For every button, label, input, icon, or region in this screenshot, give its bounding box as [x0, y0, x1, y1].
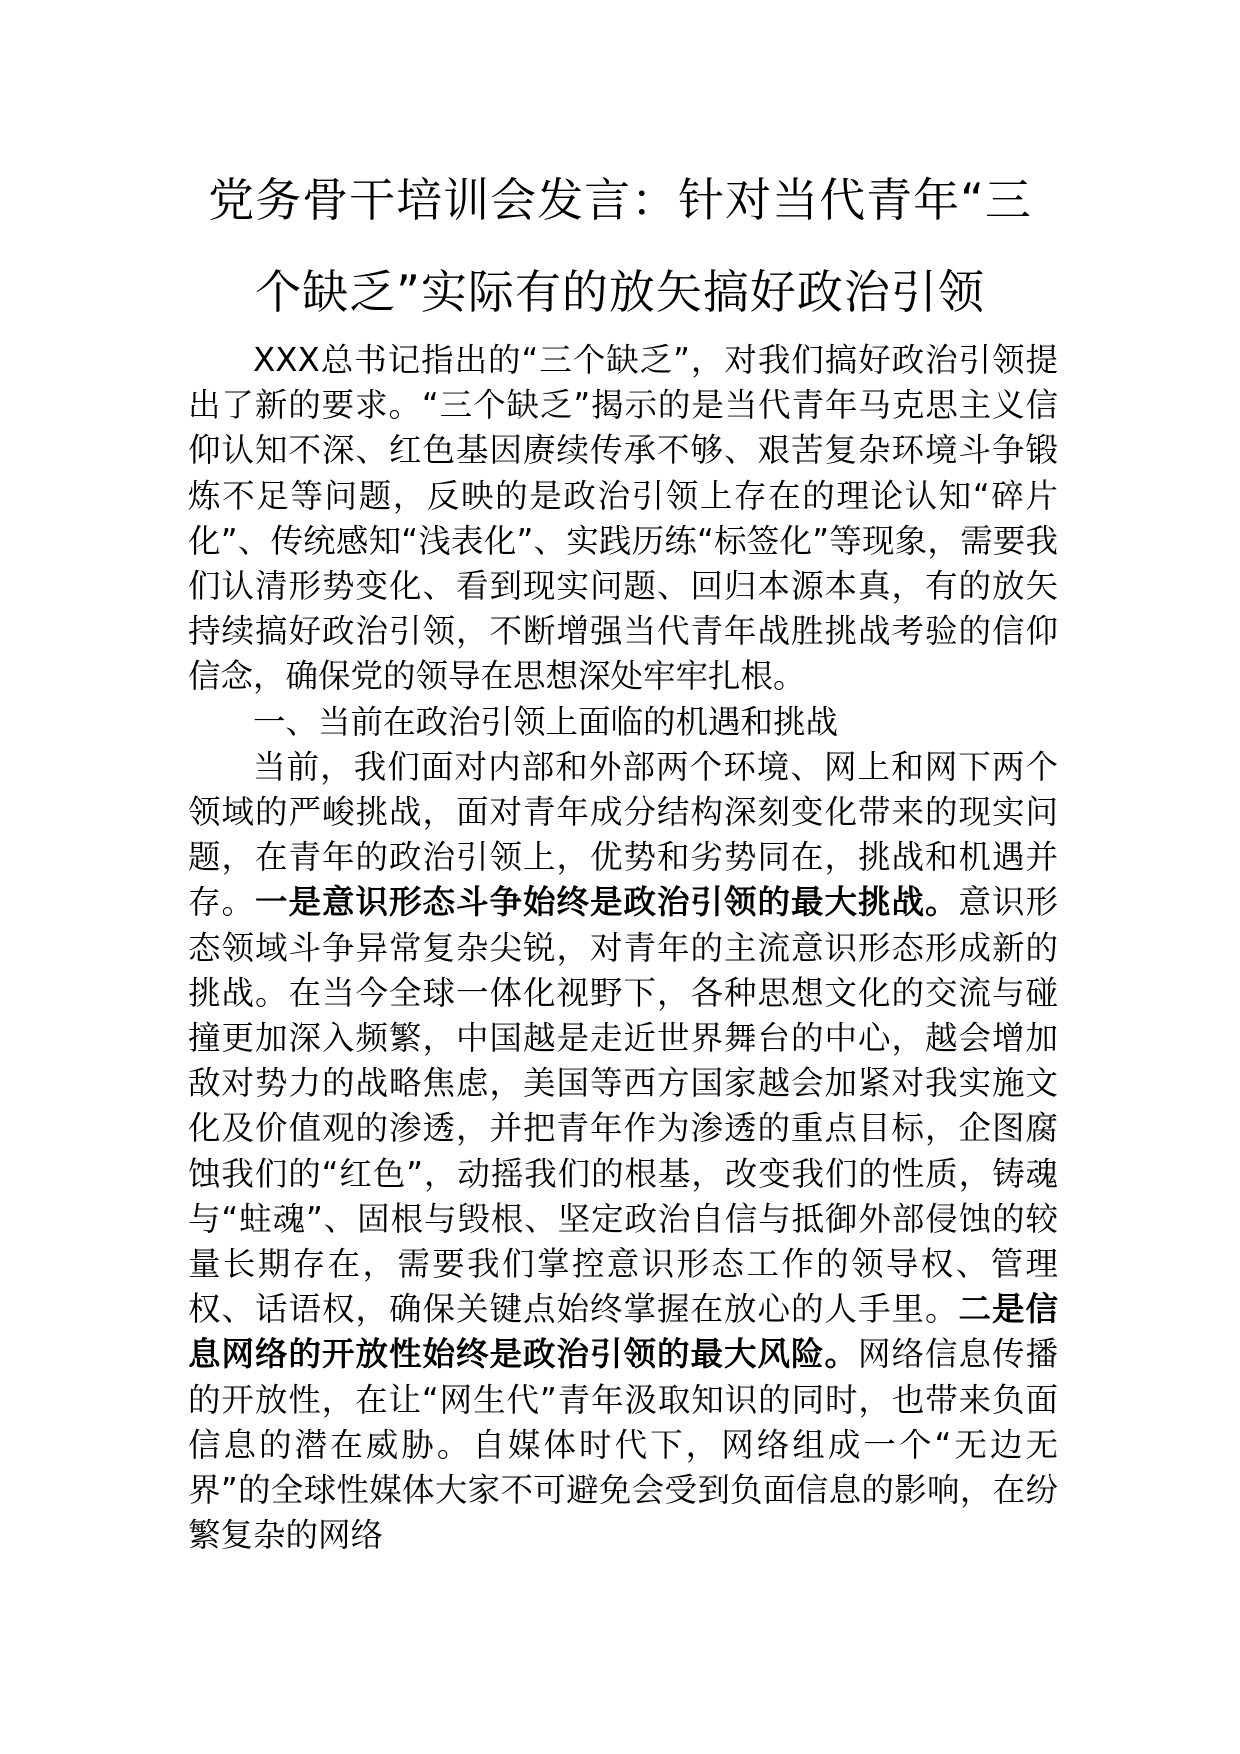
bold-point-1: 一是意识形态斗争始终是政治引领的最大挑战。 [255, 883, 959, 922]
paragraph-challenges [188, 745, 1058, 1559]
document-title [180, 154, 1060, 338]
paragraph-intro: XXX总书记指出的“三个缺乏”，对我们搞好政治引领提出了新的要求。“三个缺乏”揭示的是当代青年马克思主义信仰认知不深、红色基因赓续传承不够、艰苦复杂环境斗争锻炼不足等问题，反映的是政治引领上存在的理论认知“碎片化”、传统感知“浅表化”、实践历练“标签化”等现象，需要我们认清形势变化、看到现实问题、回归本源本真，有的放矢持续搞好政治引领，不断增强当代青年战胜挑战考验的信仰信念，确保党的领导在思想深处牢牢扎根。 [188, 341, 1058, 696]
paragraph-text: 网络信息传播的开放性，在让“网生代”青年汲取知识的同时，也带来负面信息的潜在威胁。自媒体时代下，网络组成一个“无边无界”的全球性媒体大家不可避免会受到负面信息的影响，在纷繁复杂的网络 [188, 1335, 1058, 1555]
paragraph-text: 意识形态领域斗争异常复杂尖锐，对青年的主流意识形态形成新的挑战。在当今全球一体化视野下，各种思想文化的交流与碰撞更加深入频繁，中国越是走近世界舞台的中心，越会增加敌对势力的战略焦虑，美国等西方国家越会加紧对我实施文化及价值观的渗透，并把青年作为渗透的重点目标，企图腐蚀我们的“红色”，动摇我们的根基，改变我们的性质，铸魂与“蛀魂”、固根与毁根、坚定政治自信与抵御外部侵蚀的较量长期存在，需要我们掌控意识形态工作的领导权、管理权、话语权，确保关键点始终掌握在放心的人手里。 [188, 883, 1058, 1329]
title-line-1: 党务骨干培训会发言：针对当代青年“三 [208, 173, 1032, 227]
paragraph-text: 当前，我们面对内部和外部两个环境、网上和网下两个领域的严峻挑战，面对青年成分结构深刻变化带来的现实问题，在青年的政治引领上，优势和劣势同在，挑战和机遇并存。 [188, 747, 1058, 922]
title-line-2: 个缺乏”实际有的放矢搞好政治引领 [255, 265, 985, 319]
document-body [188, 338, 1058, 1558]
bold-point-2: 二是信息网络的开放性始终是政治引领的最大风险。 [188, 1290, 1058, 1374]
section-heading-1: 一、当前在政治引领上面临的机遇和挑战 [253, 702, 839, 741]
